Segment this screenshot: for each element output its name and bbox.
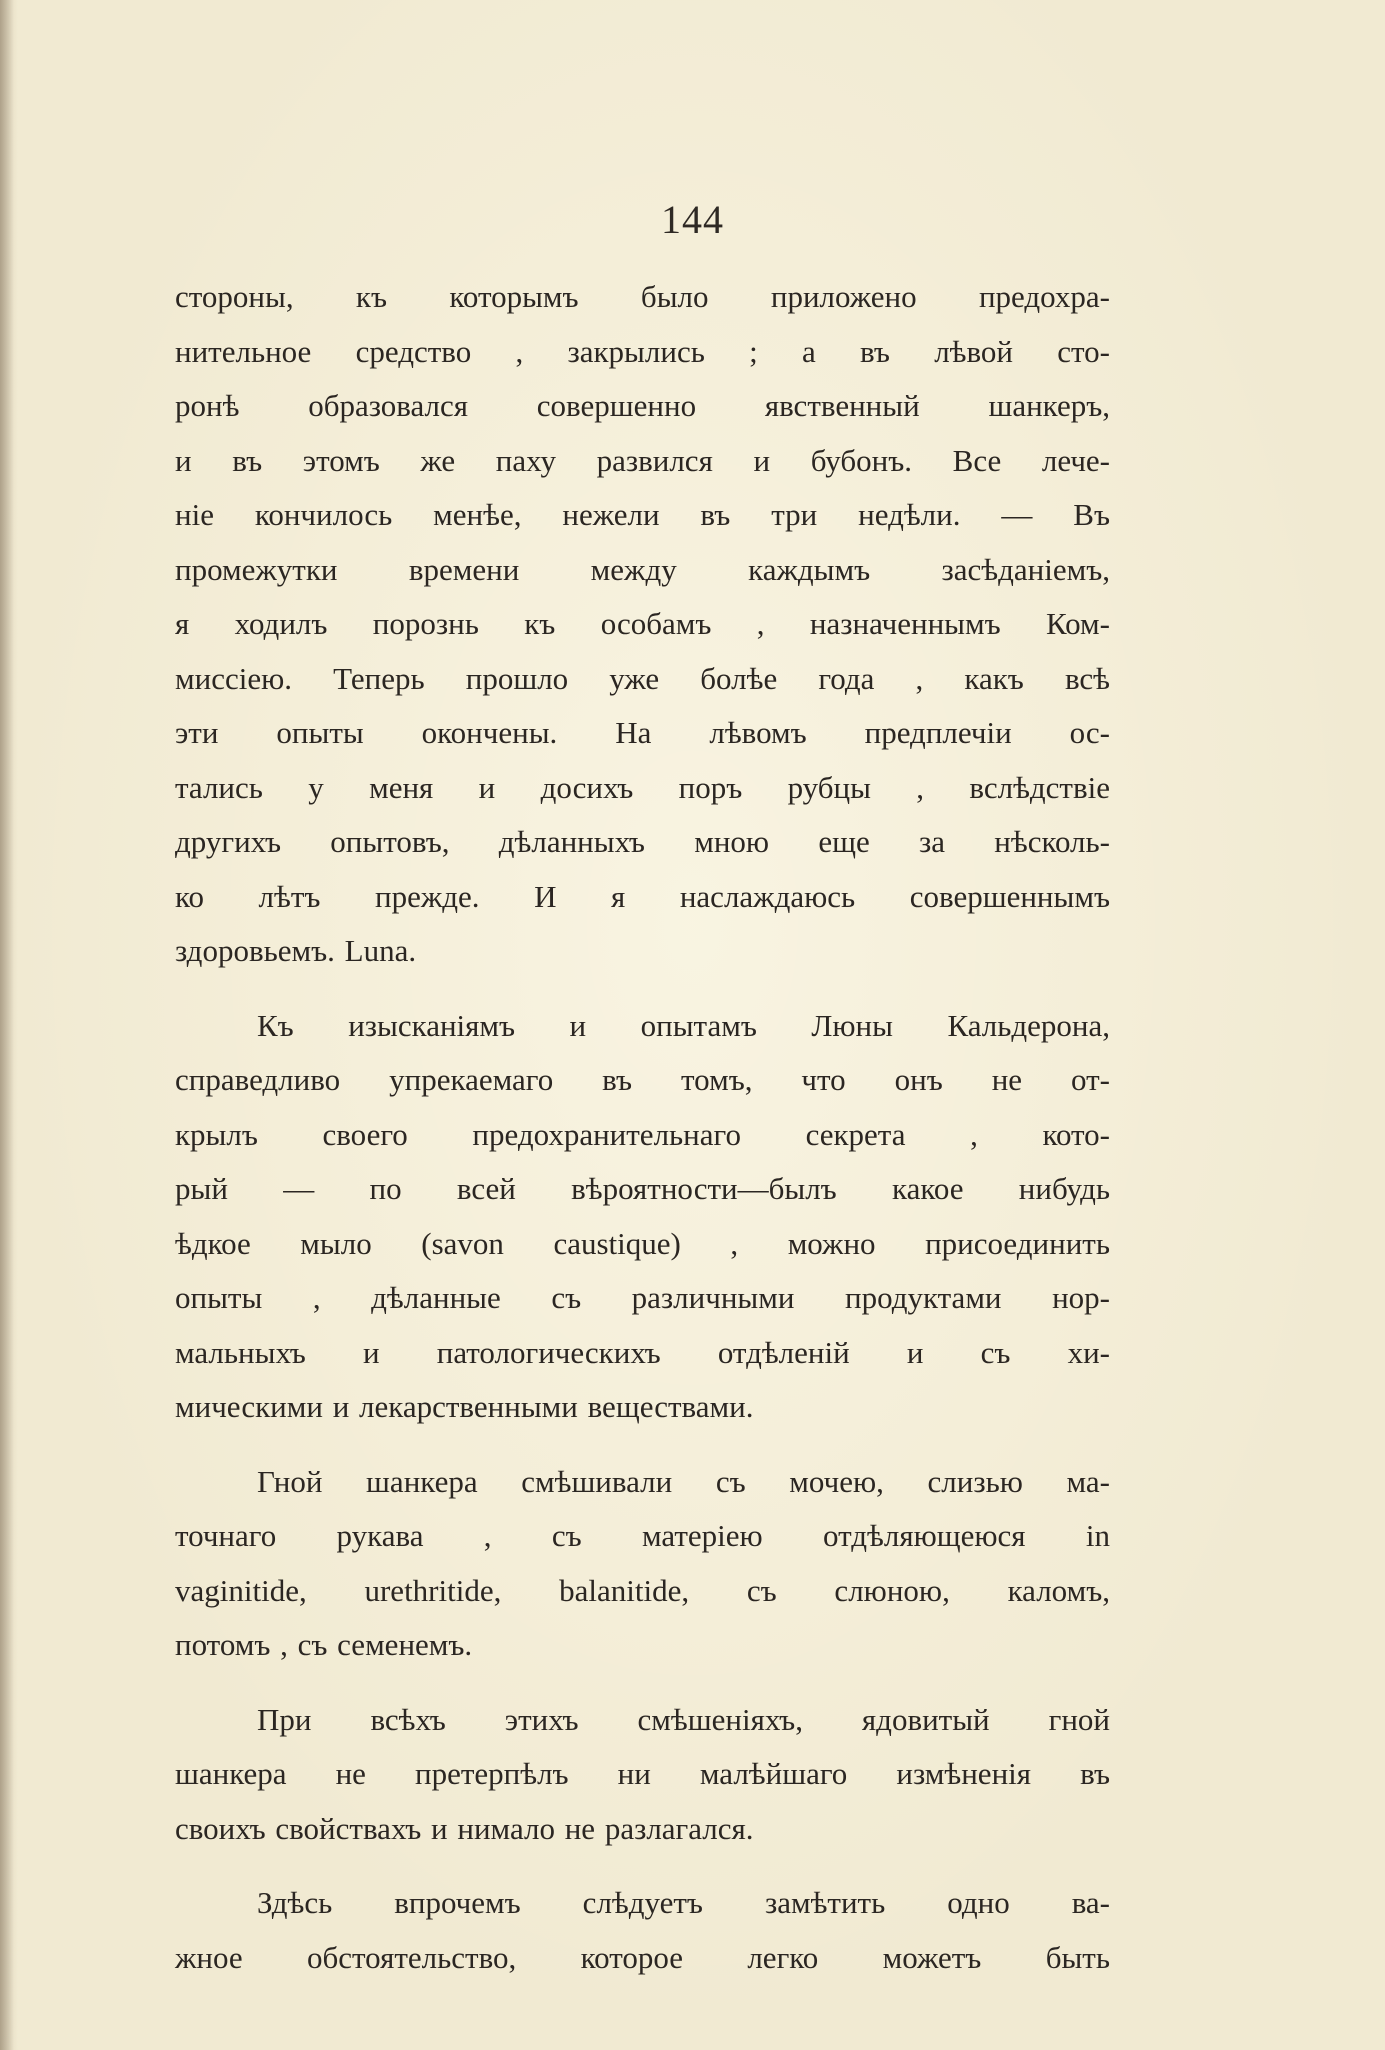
body-text	[175, 270, 1110, 1985]
text-line: тались у меня и досихъ поръ рубцы , вслѣдствіе	[175, 769, 1110, 805]
text-line: ніе кончилось менѣе, нежели въ три недѣли. — Въ	[175, 497, 1110, 532]
text-line: эти опыты окончены. На лѣвомъ предплечіи ос-	[175, 715, 1110, 750]
text-line: нительное средство , закрылись ; а въ лѣвой сто-	[175, 333, 1110, 369]
text-line: ѣдкое мыло (savon caustique) , можно присоединить	[175, 1225, 1110, 1261]
paragraph	[175, 1455, 1110, 1673]
text-line: ко лѣтъ прежде. И я наслаждаюсь совершеннымъ	[175, 878, 1110, 914]
text-line: опыты , дѣланные съ различными продуктами нор-	[175, 1280, 1110, 1315]
text-line: стороны, къ которымъ было приложено предохра-	[175, 279, 1110, 314]
text-line: мальныхъ и патологическихъ отдѣленій и съ хи-	[175, 1334, 1110, 1370]
text-line: другихъ опытовъ, дѣланныхъ мною еще за нѣсколь-	[175, 824, 1110, 859]
page-number: 144	[661, 197, 724, 242]
text-line: потомъ , съ семенемъ.	[175, 1627, 473, 1662]
paragraph-gap	[175, 979, 1110, 999]
text-line: жное обстоятельство, которое легко можетъ быть	[175, 1939, 1110, 1975]
paragraph	[175, 1693, 1110, 1857]
text-line: промежутки времени между каждымъ засѣданіемъ,	[175, 551, 1110, 587]
text-line: Къ изысканіямъ и опытамъ Люны Кальдерона,	[257, 1007, 1110, 1043]
text-line: своихъ свойствахъ и нимало не разлагался.	[175, 1810, 754, 1846]
text-line: миссіею. Теперь прошло уже болѣе года , какъ всѣ	[175, 660, 1110, 696]
paragraph	[175, 999, 1110, 1435]
paragraph-gap	[175, 1856, 1110, 1876]
paragraph	[175, 1876, 1110, 1985]
paragraph-gap	[175, 1435, 1110, 1455]
text-line: здоровьемъ. Luna.	[175, 933, 417, 968]
text-line: мическими и лекарственными веществами.	[175, 1389, 754, 1424]
binding-shadow	[0, 0, 14, 2050]
text-line: шанкера не претерпѣлъ ни малѣйшаго измѣненія въ	[175, 1756, 1110, 1791]
text-line: При всѣхъ этихъ смѣшеніяхъ, ядовитый гной	[257, 1701, 1110, 1737]
text-line: крылъ своего предохранительнаго секрета , кото-	[175, 1116, 1110, 1152]
text-line: ронѣ образовался совершенно явственный шанкеръ,	[175, 388, 1110, 423]
text-line: Гной шанкера смѣшивали съ мочею, слизью ма-	[257, 1463, 1110, 1499]
text-line: vaginitide, urethritide, balanitide, съ слюною, каломъ,	[175, 1572, 1110, 1608]
text-line: Здѣсь впрочемъ слѣдуетъ замѣтить одно ва-	[257, 1885, 1110, 1920]
text-line: рый — по всей вѣроятности—былъ какое нибудь	[175, 1171, 1110, 1206]
paragraph-gap	[175, 1673, 1110, 1693]
text-line: я ходилъ порознь къ особамъ , назначеннымъ Ком-	[175, 606, 1110, 641]
paragraph	[175, 270, 1110, 979]
text-line: справедливо упрекаемаго въ томъ, что онъ не от-	[175, 1062, 1110, 1097]
text-line: и въ этомъ же паху развился и бубонъ. Все лече-	[175, 442, 1110, 478]
text-line: точнаго рукава , съ матеріею отдѣляющеюся in	[175, 1518, 1110, 1553]
